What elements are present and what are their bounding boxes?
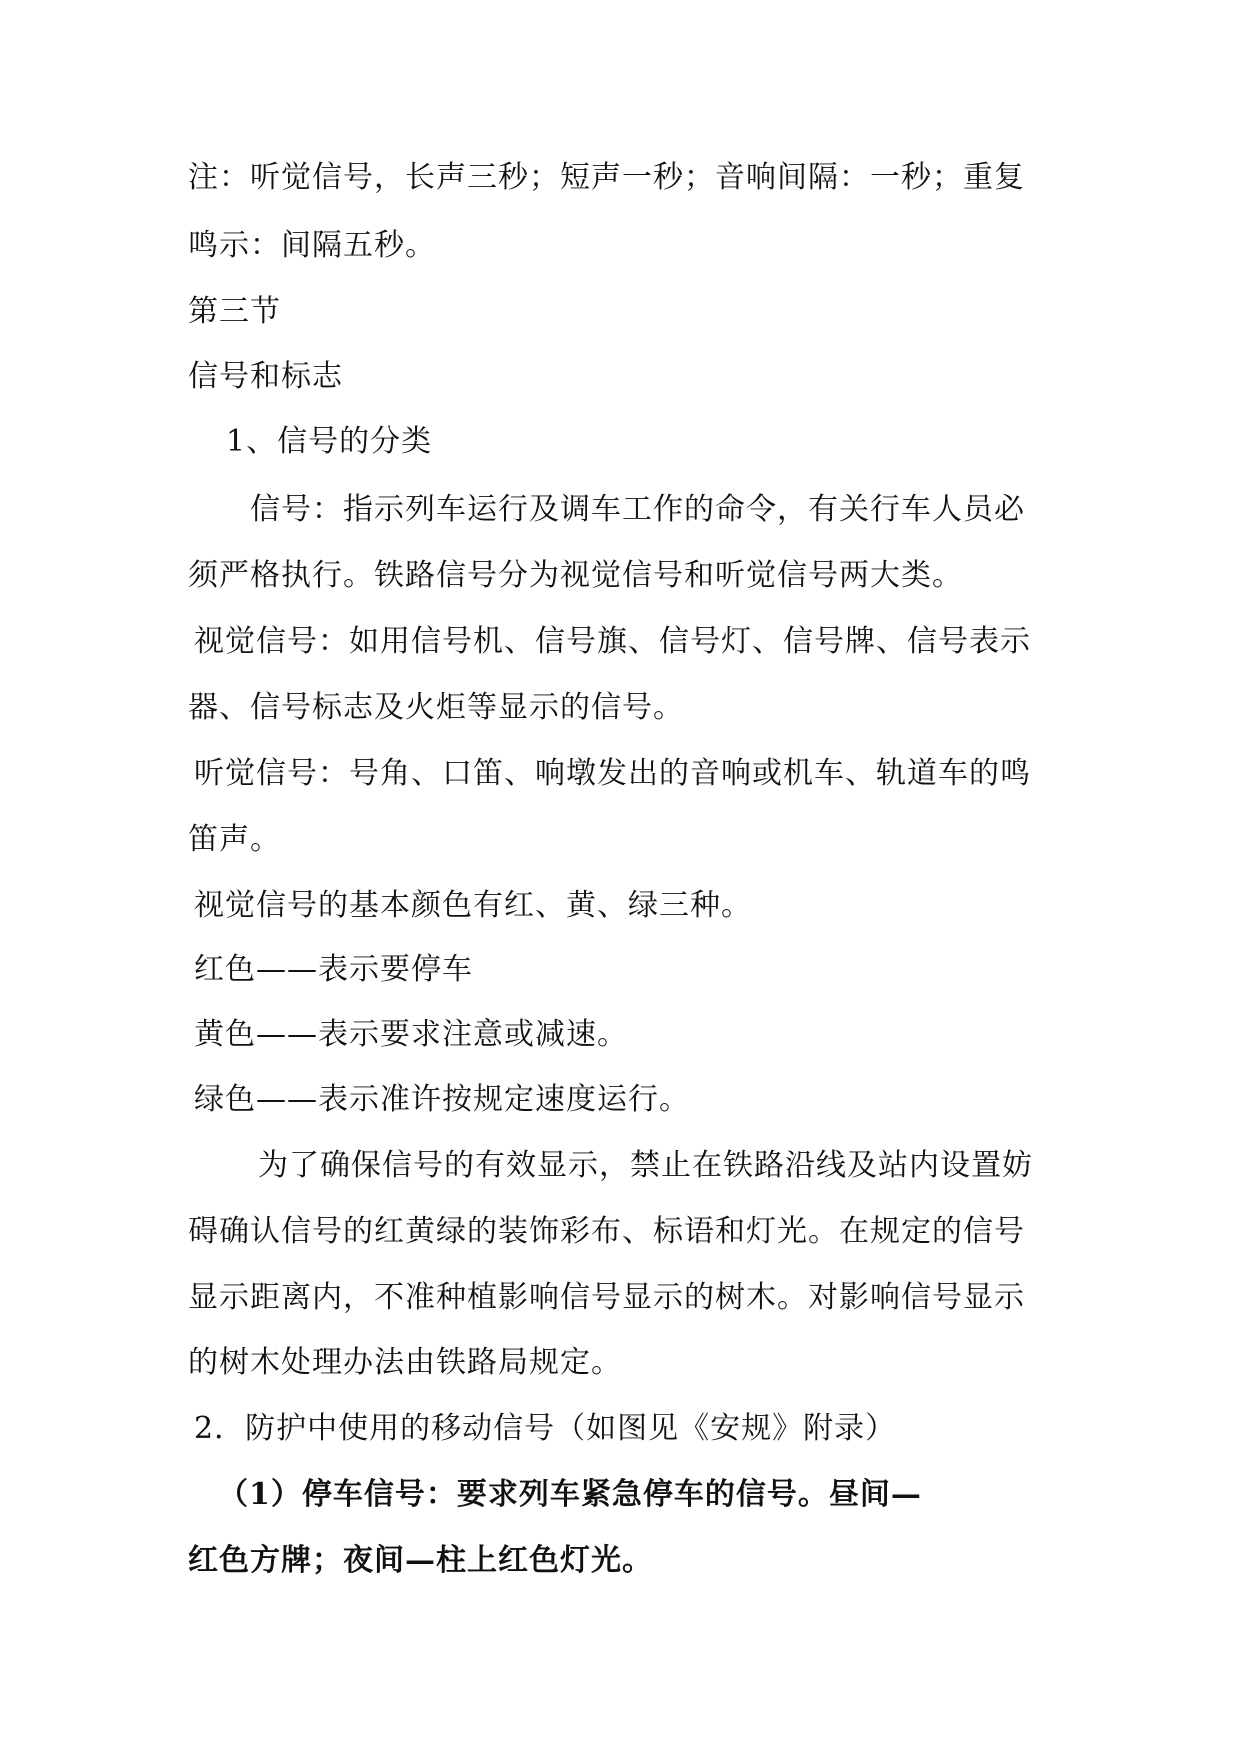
paragraph-2-line-2: 碍确认信号的红黄绿的装饰彩布、标语和灯光。在规定的信号: [188, 1214, 1025, 1249]
paragraph-1-line-2: 须严格执行。铁路信号分为视觉信号和听觉信号两大类。: [188, 558, 963, 593]
paragraph-2-line-1: 为了确保信号的有效显示，禁止在铁路沿线及站内设置妨: [258, 1148, 1033, 1183]
note-line-2: 鸣示：间隔五秒。: [188, 228, 436, 263]
basic-colors-line: 视觉信号的基本颜色有红、黄、绿三种。: [194, 888, 752, 923]
note-line-1: 注：听觉信号，长声三秒；短声一秒；音响间隔：一秒；重复: [188, 160, 1025, 195]
paragraph-1-line-1: 信号：指示列车运行及调车工作的命令，有关行车人员必: [250, 492, 1025, 527]
audible-signal-line-1: 听觉信号：号角、口笛、响墩发出的音响或机车、轨道车的鸣: [194, 756, 1031, 791]
subsection-heading-1: 1、信号的分类: [226, 424, 433, 459]
stop-signal-line-2: 红色方牌；夜间—柱上红色灯光。: [188, 1543, 653, 1578]
yellow-color-line: 黄色——表示要求注意或减速。: [194, 1017, 628, 1052]
stop-signal-line-1: （1）停车信号：要求列车紧急停车的信号。昼间—: [218, 1477, 922, 1512]
visual-signal-line-2: 器、信号标志及火炬等显示的信号。: [188, 690, 684, 725]
visual-signal-line-1: 视觉信号：如用信号机、信号旗、信号灯、信号牌、信号表示: [194, 624, 1031, 659]
red-color-line: 红色——表示要停车: [194, 952, 473, 987]
paragraph-2-line-4: 的树木处理办法由铁路局规定。: [188, 1345, 622, 1380]
subsection-heading-2: 2．防护中使用的移动信号（如图见《安规》附录）: [194, 1411, 897, 1446]
section-title: 信号和标志: [188, 359, 343, 394]
section-heading: 第三节: [188, 294, 281, 329]
green-color-line: 绿色——表示准许按规定速度运行。: [194, 1082, 690, 1117]
audible-signal-line-2: 笛声。: [188, 822, 281, 857]
paragraph-2-line-3: 显示距离内，不准种植影响信号显示的树木。对影响信号显示: [188, 1280, 1025, 1315]
